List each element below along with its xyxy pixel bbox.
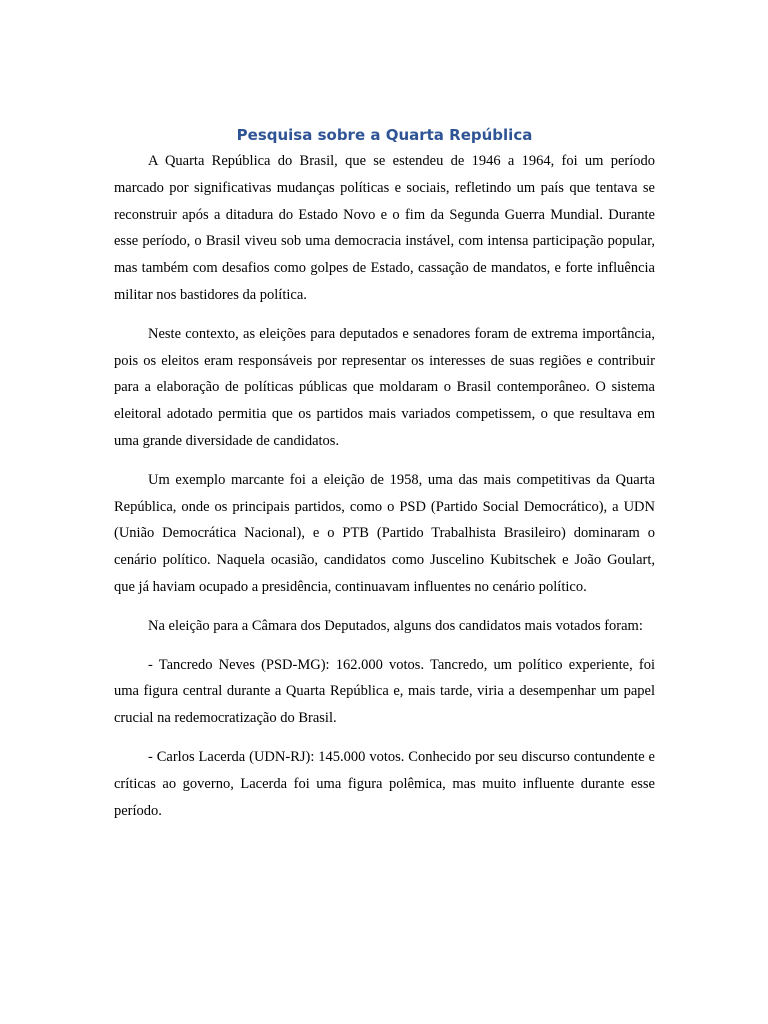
list-item-carlos-lacerda: - Carlos Lacerda (UDN-RJ): 145.000 votos. Conhecido por seu discurso contundente e críticas ao governo, Lacerda foi uma figura polêmica, mas muito influente durante esse período. [114, 748, 655, 819]
document-page [114, 122, 655, 824]
paragraph-camara-intro: Na eleição para a Câmara dos Deputados, alguns dos candidatos mais votados foram: [148, 617, 643, 634]
paragraph-spacer [114, 732, 655, 744]
paragraph-context: Neste contexto, as eleições para deputados e senadores foram de extrema importância, pois os eleitos eram responsáveis por representar os interesses de suas regiões e contribuir para a elaboração de políticas públicas que moldaram o Brasil contemporâneo. O sistema eleitoral adotado permitia que os partidos mais variados competissem, o que resultava em uma grande diversidade de candidatos. [114, 325, 655, 449]
paragraph-spacer [114, 640, 655, 652]
paragraph-intro: A Quarta República do Brasil, que se estendeu de 1946 a 1964, foi um período marcado por significativas mudanças políticas e sociais, refletindo um país que tentava se reconstruir após a ditadura do Estado Novo e o fim da Segunda Guerra Mundial. Durante esse período, o Brasil viveu sob uma democracia instável, com intensa participação popular, mas também com desafios como golpes de Estado, cassação de mandatos, e forte influência militar nos bastidores da política. [114, 153, 655, 303]
list-item-tancredo-neves: - Tancredo Neves (PSD-MG): 162.000 votos. Tancredo, um político experiente, foi uma figura central durante a Quarta República e, mais tarde, viria a desempenhar um papel crucial na redemocratização do Brasil. [114, 656, 655, 727]
paragraph-election-1958: Um exemplo marcante foi a eleição de 1958, uma das mais competitivas da Quarta República, onde os principais partidos, como o PSD (Partido Social Democrático), a UDN (União Democrática Nacional), e o PTB (Partido Trabalhista Brasileiro) dominaram o cenário político. Naquela ocasião, candidatos como Juscelino Kubitschek e João Goulart, que já haviam ocupado a presidência, continuavam influentes no cenário político. [114, 471, 655, 595]
paragraph-spacer [114, 455, 655, 467]
paragraph-spacer [114, 309, 655, 321]
document-title: Pesquisa sobre a Quarta República [236, 126, 533, 144]
paragraph-spacer [114, 601, 655, 613]
